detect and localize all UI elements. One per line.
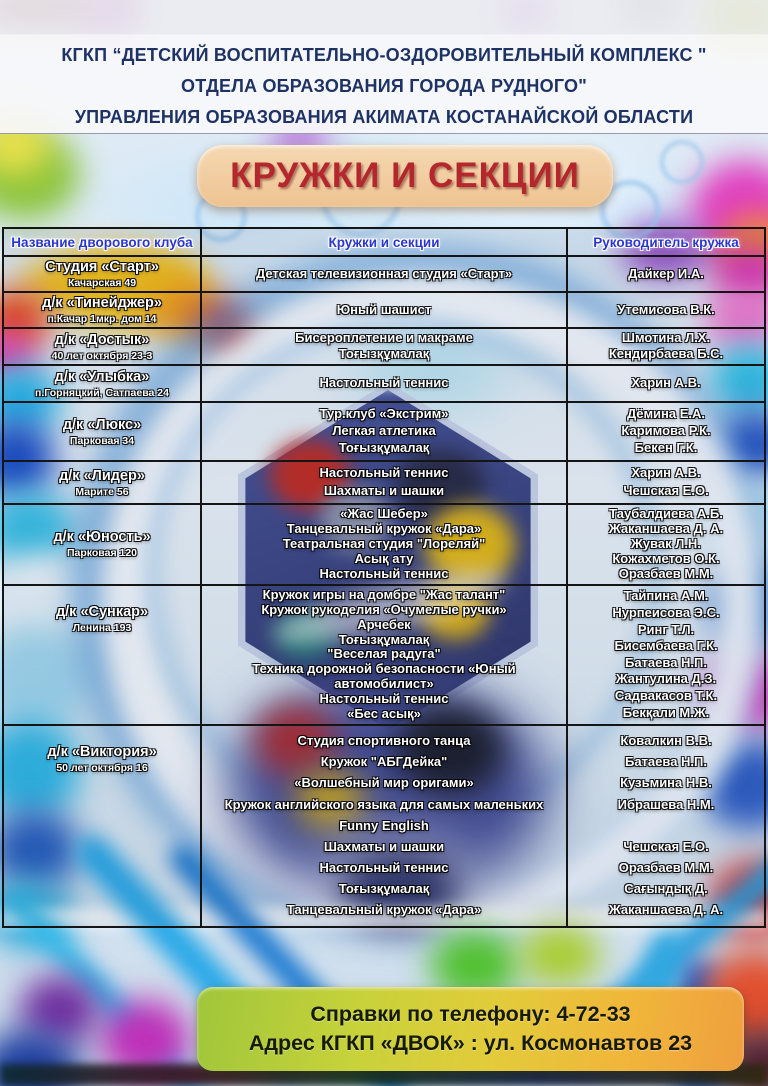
leader-item <box>664 819 668 834</box>
club-address: Качарская 49 <box>67 277 137 289</box>
leaders-cell <box>566 726 764 926</box>
section-item: Арчебек <box>357 616 411 632</box>
section-item: Тоғызқұмалақ <box>338 345 430 361</box>
section-item: Бисероплетение и макраме <box>295 330 473 346</box>
leader-item: Чешская Е.О. <box>623 482 709 498</box>
leader-item: Таубалдиева А.Б. <box>609 506 723 521</box>
leader-item: Харин А.В. <box>631 465 701 481</box>
org-name-line: КГКП “ДЕТСКИЙ ВОСПИТАТЕЛЬНО-ОЗДОРОВИТЕЛЬНЫЙ КОМПЛЕКС " <box>61 45 707 65</box>
section-item: Кружок "АБГДейка" <box>320 754 448 770</box>
section-item: Настольный теннис <box>319 375 449 391</box>
section-item: Настольный теннис <box>319 859 449 875</box>
table-row <box>4 291 764 327</box>
leader-item: Ибрашева Н.М. <box>617 796 715 812</box>
section-item: «Жас Шебер» <box>340 506 428 521</box>
cloud-swirl <box>660 140 704 184</box>
table-row <box>4 584 764 724</box>
club-address: Ленина 193 <box>72 621 132 634</box>
leader-item: Кожахметов О.К. <box>612 550 720 566</box>
section-item: Легкая атлетика <box>332 423 436 439</box>
section-item: Настольный теннис <box>319 691 449 707</box>
leader-item: Садвакасов Т.К. <box>614 687 718 703</box>
table-row <box>4 724 764 926</box>
club-name: Студия «Старт» <box>45 259 159 275</box>
table-row <box>4 327 764 364</box>
leaders-cell <box>566 293 764 327</box>
leaders-cell <box>566 403 764 460</box>
leader-item: Кузьмина Н.В. <box>620 775 712 791</box>
sections-cell <box>200 586 566 724</box>
leader-item: Ринг Т.Л. <box>637 621 695 637</box>
leader-item: Сағындық Д. <box>624 880 708 896</box>
sections-cell <box>200 366 566 401</box>
section-item: Тоғызқұмалақ <box>338 440 430 456</box>
leader-item: Харин А.В. <box>631 375 701 391</box>
section-item: Танцевальный кружок «Дара» <box>286 520 482 536</box>
top-strip <box>0 0 768 35</box>
leader-item: Бекен Г.К. <box>634 440 698 456</box>
section-item: Тоғызқұмалақ <box>338 631 430 647</box>
club-cell <box>4 586 200 724</box>
leader-item: Чешская Е.О. <box>623 838 709 854</box>
column-header-sections: Кружки и секции <box>200 229 566 255</box>
club-address: п.Горняцкий, Сатпаева 24 <box>35 386 169 399</box>
section-item: Техника дорожной безопасности «Юный автомобилист» <box>252 661 516 692</box>
address-info: Адрес КГКП «ДВОК» : ул. Космонавтов 23 <box>248 1031 693 1055</box>
section-item: Асық ату <box>354 550 414 566</box>
club-address: Марите 56 <box>75 485 129 498</box>
leaders-cell <box>566 586 764 724</box>
poster-title: КРУЖКИ И СЕКЦИИ <box>230 156 580 195</box>
sections-cell <box>200 403 566 460</box>
leader-item: Каримова Р.К. <box>621 423 711 439</box>
leader-item: Дайкер И.А. <box>628 265 704 281</box>
section-item: Тоғызқұмалақ <box>338 880 430 896</box>
club-name: д/к «Юность» <box>53 529 151 546</box>
section-item: Funny English <box>339 817 429 833</box>
leader-item: Дёмина Е.А. <box>626 406 706 422</box>
sections-cell <box>200 726 566 926</box>
table-row <box>4 255 764 291</box>
club-name: д/к «Виктория» <box>47 744 157 761</box>
section-item: Настольный теннис <box>319 465 449 481</box>
club-name: д/к «Сункар» <box>55 603 149 620</box>
leader-item: Оразбаев М.М. <box>618 859 714 875</box>
section-item: Шахматы и шашки <box>323 482 445 498</box>
sections-cell <box>200 462 566 503</box>
section-item: "Веселая радуга" <box>327 646 441 662</box>
org-name <box>0 40 768 133</box>
club-address: п.Качар 1мкр. дом 14 <box>47 313 157 325</box>
leader-item: Тайпина А.М. <box>623 588 709 604</box>
sections-cell <box>200 257 566 291</box>
clubs-table-body <box>4 255 764 926</box>
section-item: Танцевальный кружок «Дара» <box>286 902 482 918</box>
section-item: «Волшебный мир оригами» <box>294 775 474 791</box>
section-item: Тур.клуб «Экстрим» <box>319 406 449 422</box>
table-row <box>4 460 764 503</box>
clubs-table <box>2 227 766 928</box>
column-header-leader: Руководитель кружка <box>566 229 764 255</box>
section-item: Кружок английского языка для самых маленьких <box>224 796 544 812</box>
leader-item: Нурпеисова Э.С. <box>612 604 720 620</box>
leaders-cell <box>566 505 764 584</box>
column-header-club: Название дворового клуба <box>11 234 193 250</box>
club-cell <box>4 257 200 291</box>
club-name: д/к «Лидер» <box>59 467 145 484</box>
title-plate <box>197 145 613 207</box>
section-item: Шахматы и шашки <box>323 838 445 854</box>
club-address: Парковая 34 <box>69 434 135 447</box>
sections-cell <box>200 329 566 364</box>
leader-item: Кендирбаева Б.С. <box>608 345 724 361</box>
org-name-line: ОТДЕЛА ОБРАЗОВАНИЯ ГОРОДА РУДНОГО" <box>181 76 587 96</box>
club-cell <box>4 403 200 460</box>
contact-info-box <box>197 987 744 1071</box>
org-name-line: УПРАВЛЕНИЯ ОБРАЗОВАНИЯ АКИМАТА КОСТАНАЙСКОЙ ОБЛАСТИ <box>74 107 694 127</box>
table-row <box>4 503 764 584</box>
leader-item: Батаева Н.П. <box>624 654 708 670</box>
leader-item: Батаева Н.П. <box>624 754 708 770</box>
sections-cell <box>200 293 566 327</box>
club-cell <box>4 366 200 401</box>
club-address: Парковая 120 <box>66 547 138 560</box>
leader-item: Жаканшаева Д. А. <box>608 520 724 536</box>
section-item: Детская телевизионная студия «Старт» <box>255 265 513 281</box>
leaders-cell <box>566 329 764 364</box>
phone-info: Справки по телефону: 4-72-33 <box>310 1002 631 1026</box>
club-cell <box>4 462 200 503</box>
leader-item: Бекқали М.Ж. <box>622 704 710 720</box>
leader-item: Шмотина Л.Х. <box>621 330 711 346</box>
club-address: 50 лет октября 16 <box>56 762 148 775</box>
table-row <box>4 364 764 401</box>
leader-item: Бисембаева Г.К. <box>614 638 718 654</box>
club-name: д/к «Люкс» <box>62 416 142 433</box>
section-item: Юный шашист <box>336 301 432 317</box>
leader-item: Ковалкин В.В. <box>620 733 712 749</box>
section-item: Кружок рукоделия «Очумелые ручки» <box>261 601 507 617</box>
section-item: «Бес асық» <box>347 706 421 722</box>
background-blob <box>520 925 600 985</box>
leaders-cell <box>566 462 764 503</box>
leader-item: Жантулина Д.З. <box>615 671 717 687</box>
club-name: д/к «Улыбка» <box>54 368 150 385</box>
leaders-cell <box>566 257 764 291</box>
section-item: Кружок игры на домбре "Жас талант" <box>262 586 506 602</box>
club-cell <box>4 726 200 926</box>
club-name: д/к «Тинейджер» <box>42 295 162 311</box>
club-cell <box>4 505 200 584</box>
sections-cell <box>200 505 566 584</box>
club-cell <box>4 329 200 364</box>
section-item: Настольный теннис <box>319 565 449 581</box>
section-item: Театральная студия "Лореляй" <box>282 535 486 551</box>
leaders-cell <box>566 366 764 401</box>
leader-item: Утемисова В.К. <box>617 301 715 317</box>
club-address: 40 лет октября 23-3 <box>51 349 153 362</box>
leader-item: Жаканшаева Д. А. <box>608 902 724 918</box>
leader-item: Жувак Л.Н. <box>631 535 701 551</box>
club-cell <box>4 293 200 327</box>
section-item: Студия спортивного танца <box>297 733 471 749</box>
table-header-row <box>4 229 764 255</box>
leader-item: Оразбаев М.М. <box>618 565 714 581</box>
club-name: д/к «Достык» <box>54 331 150 348</box>
table-row <box>4 401 764 460</box>
